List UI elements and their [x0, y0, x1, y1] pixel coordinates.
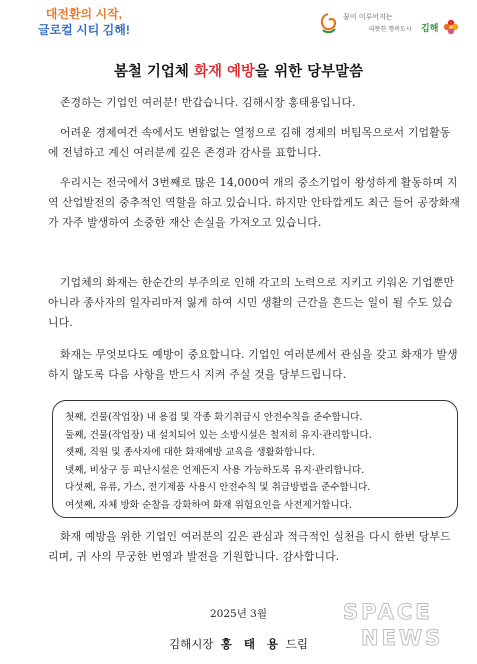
checklist [53, 401, 457, 514]
checklist-item: 다섯째, 유류, 가스, 전기제품 사용시 안전수칙 및 취급방법을 준수합니다. [65, 482, 371, 493]
watermark-line2: NEWS [361, 626, 444, 650]
title-pre: 봄철 기업체 [113, 64, 194, 80]
checklist-item: 첫째, 건물(작업장) 내 용접 및 각종 화기취급시 안전수칙을 준수합니다. [65, 412, 363, 423]
paragraph-status: 우리시는 전국에서 3번째로 많은 14,000여 개의 중소기업이 왕성하게 활동하며 지역 산업발전의 중추적인 역할을 하고 있습니다. 하지만 안타깝게도 최근 들어 공장화재가 자주 발생하여 소중한 재산 손실을 가져오고 있습니다. [48, 176, 460, 229]
checklist-box [52, 400, 458, 518]
paragraph-greeting: 존경하는 기업인 여러분! 반갑습니다. 김해시장 홍태용입니다. [60, 96, 356, 109]
flower-logo-icon [443, 19, 459, 35]
slogan-line1: 대전환의 시작, [45, 7, 123, 21]
city-logo [317, 10, 467, 44]
page-title [0, 60, 477, 81]
paragraph-risk: 기업체의 화재는 한순간의 부주의로 인해 각고의 노력으로 지키고 키워온 기업뿐만 아니라 종사자의 일자리마저 잃게 하여 시민 생활의 근간을 흔드는 일이 될 수도 있습니다. [48, 276, 455, 329]
watermark-line1: SPACE [343, 600, 433, 624]
paragraph-closing: 화재 예방을 위한 기업인 여러분의 깊은 관심과 적극적인 실천을 다시 한번 당부드리며, 귀 사의 무궁한 번영과 발전을 기원합니다. 감사합니다. [48, 530, 451, 563]
logo-text-city: 김해 [421, 24, 439, 34]
logo-text-sub1: 꿈이 이루어지는 [343, 13, 393, 21]
checklist-item: 여섯째, 자체 방화 순찰을 강화하여 화재 위험요인을 사전제거합니다. [65, 499, 352, 511]
slogan-logo [38, 6, 130, 38]
paragraph-gratitude: 어려운 경제여건 속에서도 변함없는 열정으로 김해 경제의 버팀목으로서 기업활동에 전념하고 계신 여러분께 깊은 존경과 감사를 표합니다. [48, 126, 451, 159]
swirl-logo-icon [317, 12, 339, 34]
space-news-watermark [339, 595, 469, 653]
paragraph-request: 화재는 무엇보다도 예방이 중요합니다. 기업인 여러분께서 관심을 갖고 화재가 발생하지 않도록 다음 사항을 반드시 지켜 주실 것을 당부드립니다. [48, 348, 458, 381]
signature-title: 김해시장 [169, 637, 214, 651]
header [0, 0, 477, 50]
logo-text-sub2: 따뜻한 행복도시 [369, 26, 412, 33]
title-post: 을 위한 당부말씀 [255, 64, 364, 80]
date: 2025년 3월 [209, 608, 268, 620]
title-highlight: 화재 예방 [193, 64, 256, 80]
signature-closing: 드림 [285, 637, 308, 651]
signature-name: 홍 태 용 [220, 637, 283, 651]
checklist-item: 둘째, 건물(작업장) 내 설치되어 있는 소방시설은 철저히 유지·관리합니다. [65, 429, 372, 441]
checklist-item: 넷째, 비상구 등 피난시설은 언제든지 사용 가능하도록 유지·관리합니다. [65, 464, 365, 476]
slogan-line2: 글로컬 시티 김해! [38, 23, 130, 37]
checklist-item: 셋째, 직원 및 종사자에 대한 화재예방 교육을 생활화합니다. [65, 447, 315, 458]
